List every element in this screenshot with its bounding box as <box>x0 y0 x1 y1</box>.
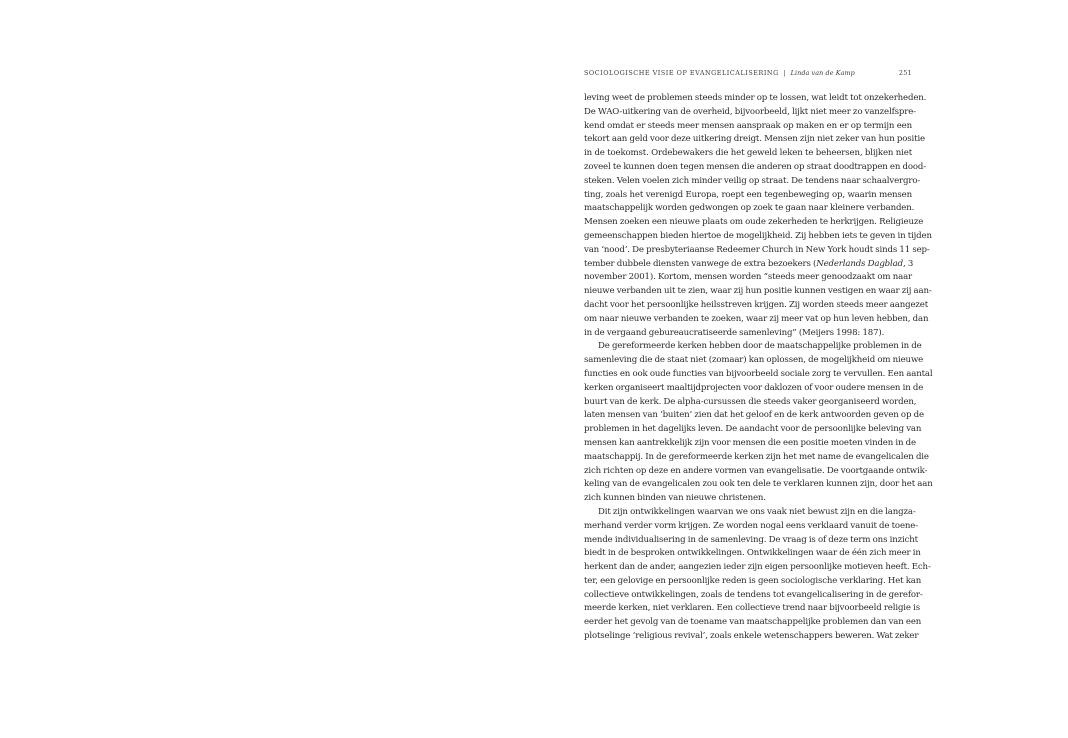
text-line: tekort aan geld voor deze uitkering dreigt. Mensen zijn niet zeker van hun positie <box>584 134 925 145</box>
text-line: van ‘nood’. De presbyteriaanse Redeemer Church in New York houdt sinds 11 sep- <box>584 244 930 255</box>
text-line: dacht voor het persoonlijke heilsstreven krijgen. Zij worden steeds meer aangezet <box>584 299 929 310</box>
text-line: mende individualisering in de samenleving. De vraag is of deze term ons inzicht <box>584 534 918 545</box>
text-line: kend omdat er steeds meer mensen aanspraak op maken en er op termijn een <box>584 120 912 131</box>
text-line: leving weet de problemen steeds minder op te lossen, wat leidt tot onzekerheden. <box>584 93 927 103</box>
text-line: collectieve ontwikkelingen, zoals de tendens tot evangelicalisering in de gerefor- <box>584 589 923 600</box>
text-line: mensen kan aantrekkelijk zijn voor mensen die een positie moeten vinden in de <box>584 437 916 448</box>
page-number: 251 <box>898 69 912 77</box>
text-line: laten mensen van ‘buiten’ zien dat het geloof en de kerk antwoorden geven op de <box>584 410 924 421</box>
running-header <box>584 69 912 81</box>
text-line: problemen in het dagelijks leven. De aandacht voor de persoonlijke beleving van <box>584 424 922 435</box>
text-line: maatschappij. In de gereformeerde kerken zijn het met name de evangelicalen die <box>584 451 929 462</box>
text-line: keling van de evangelicalen zou ook ten dele te verklaren kunnen zijn, door het aan <box>584 479 933 490</box>
text-line: kerken organiseert maaltijdprojecten voor daklozen of voor oudere mensen in de <box>584 382 924 393</box>
text-line: steken. Velen voelen zich minder veilig op straat. De tendens naar schaalvergro- <box>584 175 921 186</box>
text-line: functies en ook oude functies van bijvoorbeeld sociale zorg te vervullen. Een aantal <box>584 368 933 379</box>
paragraph <box>584 340 933 506</box>
text-line: eerder het gevolg van de toename van maatschappelijke problemen dan van een <box>584 617 922 628</box>
text-line: november 2001). Kortom, mensen worden “steeds meer genoodzaakt om naar <box>584 272 912 283</box>
text-line: herkent dan de ander, aangezien ieder zijn eigen persoonlijke motieven heeft. Ech- <box>584 562 931 573</box>
text-line: Mensen zoeken een nieuwe plaats om oude zekerheden te herkrijgen. Religieuze <box>584 217 924 228</box>
text-line: nieuwe verbanden uit te zien, waar zij hun positie kunnen vestigen en waar zij aan- <box>584 286 932 297</box>
running-header-author: Linda van de Kamp <box>790 69 855 77</box>
running-header-left <box>584 69 855 77</box>
text-line: ting, zoals het verenigd Europa, roept een tegenbeweging op, waarin mensen <box>584 189 912 200</box>
text-line: merhand verder vorm krijgen. Ze worden nogal eens verklaard vanuit de toene- <box>584 520 918 531</box>
text-line: biedt in de besproken ontwikkelingen. Ontwikkelingen waar de één zich meer in <box>584 548 921 559</box>
text-line: zoveel te kunnen doen tegen mensen die anderen op straat doodtrappen en dood- <box>584 161 927 172</box>
text-line: gemeenschappen bieden hiertoe de mogelijkheid. Zij hebben iets te geven in tijden <box>584 230 932 241</box>
text-line: om naar nieuwe verbanden te zoeken, waar zij meer vat op hun leven hebben, dan <box>584 313 929 324</box>
running-header-title: SOCIOLOGISCHE VISIE OP EVANGELICALISERING <box>584 69 779 77</box>
text-line: in de toekomst. Ordebewakers die het geweld leken te beheersen, blijken niet <box>584 148 912 159</box>
text-line: zich kunnen binden van nieuwe christenen. <box>584 493 766 504</box>
text-line: buurt van de kerk. De alpha-cursussen die steeds vaker georganiseerd worden, <box>584 396 917 407</box>
text-line: tember dubbele diensten vanwege de extra bezoekers (Nederlands Dagblad, 3 <box>584 258 914 269</box>
text-line: plotselinge ‘religious revival’, zoals enkele wetenschappers beweren. Wat zeker <box>584 631 919 642</box>
running-header-separator: | <box>783 69 787 77</box>
text-line: meerde kerken, niet verklaren. Een collectieve trend naar bijvoorbeeld religie is <box>584 603 920 614</box>
text-line: samenleving die de staat niet (zomaar) kan oplossen, de mogelijkheid om nieuwe <box>584 355 924 366</box>
text-line: Dit zijn ontwikkelingen waarvan we ons vaak niet bewust zijn en die langza- <box>598 506 916 517</box>
text-line: ter, een gelovige en persoonlijke reden is geen sociologische verklaring. Het kan <box>584 575 922 586</box>
paragraph <box>584 92 932 340</box>
text-line: De gereformeerde kerken hebben door de maatschappelijke problemen in de <box>598 341 922 352</box>
body-text <box>584 92 933 644</box>
text-line: De WAO-uitkering van de overheid, bijvoorbeeld, lijkt niet meer zo vanzelfspre- <box>584 106 916 117</box>
text-line: maatschappelijk worden gedwongen op zoek te gaan naar kleinere verbanden. <box>584 203 915 214</box>
paragraph <box>584 506 931 644</box>
text-line: in de vergaand gebureaucratiseerde samenleving” (Meijers 1998: 187). <box>584 327 885 338</box>
text-line: zich richten op deze en andere vormen van evangelisatie. De voortgaande ontwik- <box>584 465 928 476</box>
